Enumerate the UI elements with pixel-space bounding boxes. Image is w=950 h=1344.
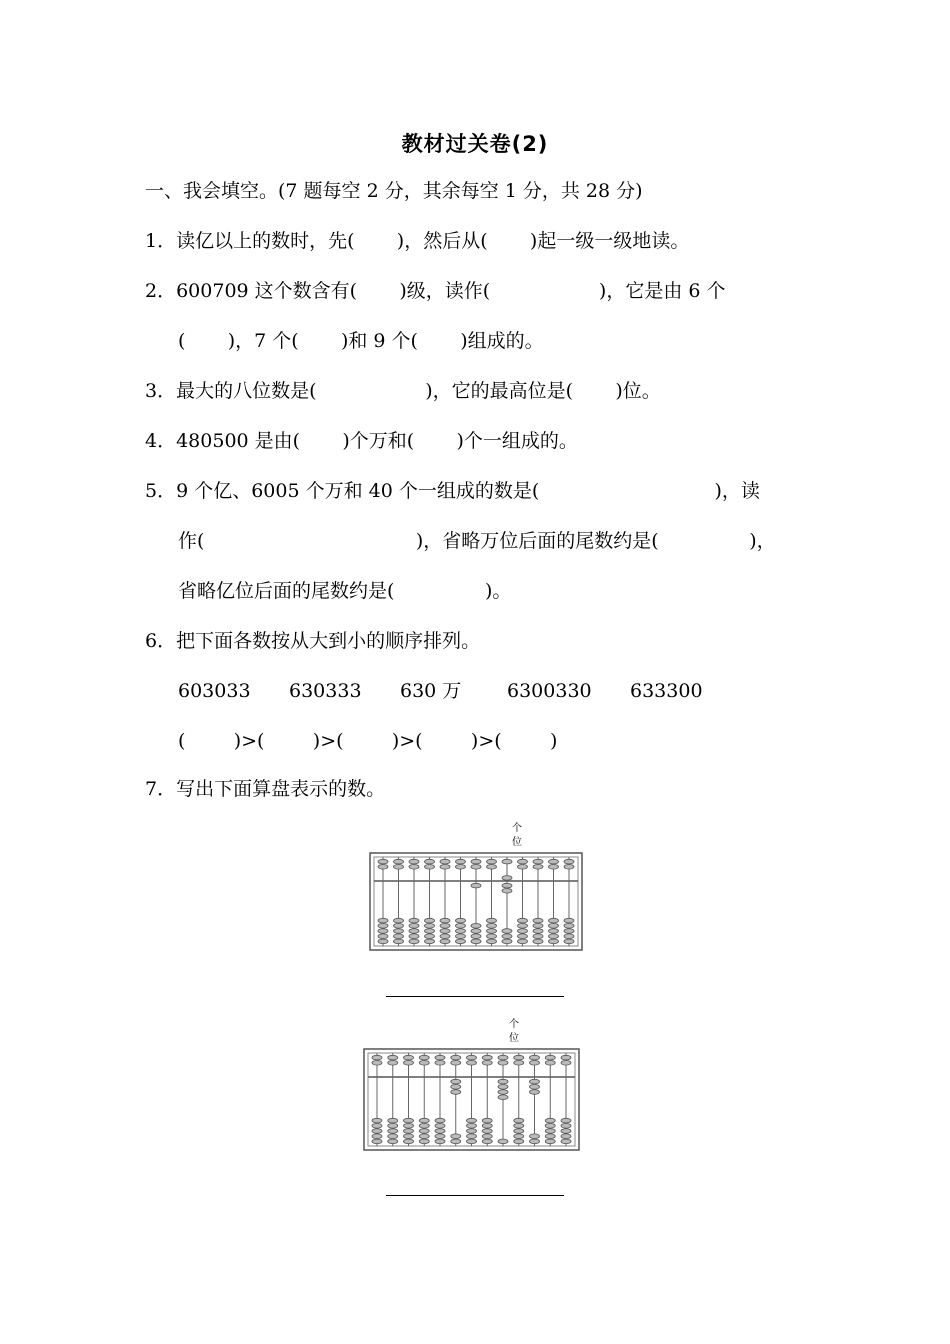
abacus-bead — [564, 929, 574, 934]
abacus-bead — [530, 1090, 540, 1095]
abacus-bead — [533, 929, 543, 934]
answer-line-1[interactable] — [386, 996, 564, 997]
abacus-bead — [564, 939, 574, 944]
abacus-bead — [545, 1055, 555, 1060]
abacus-bead — [404, 1118, 414, 1123]
abacus-bead — [518, 929, 528, 934]
answer-blank[interactable] — [490, 280, 599, 302]
abacus-bead — [409, 924, 419, 929]
abacus-bead — [514, 1139, 524, 1144]
abacus-bead — [518, 918, 528, 923]
question-text: )，它是由 6 个 — [598, 280, 726, 302]
abacus-bead — [425, 924, 435, 929]
abacus-bead — [451, 1139, 461, 1144]
abacus-bead — [502, 934, 512, 939]
question-number: 5． — [145, 480, 177, 502]
abacus-bead — [549, 934, 559, 939]
abacus-bead — [394, 939, 404, 944]
abacus-bead — [404, 1124, 414, 1129]
abacus-bead — [530, 1085, 540, 1090]
abacus-bead — [487, 924, 497, 929]
abacus-bead — [372, 1061, 382, 1066]
answer-line-2[interactable] — [386, 1195, 564, 1196]
abacus-bead — [372, 1134, 382, 1139]
abacus-bead — [467, 1139, 477, 1144]
question-text: 600709 这个数含有( — [176, 280, 358, 302]
question-7 — [145, 776, 385, 802]
abacus-bead — [425, 865, 435, 870]
question-text: )。 — [485, 580, 512, 602]
abacus-bead — [487, 929, 497, 934]
abacus-bead — [378, 918, 388, 923]
question-2-continued — [178, 328, 544, 354]
question-text: 作( — [178, 530, 205, 552]
abacus-bead — [378, 934, 388, 939]
abacus-bead — [435, 1129, 445, 1134]
question-text: )组成的。 — [460, 330, 544, 352]
abacus-bead — [564, 859, 574, 864]
abacus-bead — [394, 865, 404, 870]
question-text: )个一组成的。 — [456, 430, 578, 452]
abacus-bead — [378, 929, 388, 934]
abacus-bead — [471, 934, 481, 939]
abacus-bead — [404, 1139, 414, 1144]
question-text: 把下面各数按从大到小的顺序排列。 — [176, 630, 481, 652]
abacus-bead — [451, 1061, 461, 1066]
units-label-bottom: 位 — [512, 837, 522, 848]
question-number: 2． — [145, 280, 177, 302]
abacus-bead — [425, 859, 435, 864]
abacus-bead — [564, 918, 574, 923]
abacus-bead — [435, 1124, 445, 1129]
abacus-bead — [409, 918, 419, 923]
answer-blank[interactable] — [317, 380, 426, 402]
abacus-bead — [451, 1090, 461, 1095]
question-number: 6． — [145, 630, 177, 652]
number-item: 630333 — [289, 680, 362, 702]
abacus-bead — [498, 1095, 508, 1100]
abacus-bead — [487, 934, 497, 939]
abacus-bead — [388, 1124, 398, 1129]
abacus-bead — [561, 1118, 571, 1123]
abacus-bead — [498, 1139, 508, 1144]
abacus-bead — [440, 939, 450, 944]
abacus-bead — [502, 939, 512, 944]
abacus-bead — [549, 924, 559, 929]
abacus-bead — [530, 1139, 540, 1144]
abacus-1 — [369, 852, 583, 951]
abacus-bead — [425, 934, 435, 939]
abacus-bead — [533, 918, 543, 923]
abacus-bead — [388, 1061, 398, 1066]
abacus-bead — [425, 939, 435, 944]
abacus-bead — [564, 924, 574, 929]
abacus-bead — [440, 934, 450, 939]
abacus-bead — [372, 1055, 382, 1060]
question-text: 省略亿位后面的尾数约是( — [178, 580, 395, 602]
question-text: )个万和( — [342, 430, 415, 452]
abacus-bead — [435, 1061, 445, 1066]
answer-blank[interactable] — [299, 330, 341, 352]
abacus-bead — [419, 1129, 429, 1134]
abacus-bead — [435, 1118, 445, 1123]
abacus-2 — [363, 1048, 580, 1151]
number-item: 603033 — [178, 680, 251, 702]
abacus-bead — [435, 1139, 445, 1144]
question-number: 1． — [145, 230, 177, 252]
abacus-bead — [514, 1134, 524, 1139]
question-text: )， — [749, 530, 776, 552]
abacus-bead — [545, 1129, 555, 1134]
abacus-bead — [487, 939, 497, 944]
abacus-bead — [561, 1134, 571, 1139]
question-text: 9 个亿、6005 个万和 40 个一组成的数是( — [176, 480, 540, 502]
question-number: 7． — [145, 778, 177, 800]
abacus-bead — [545, 1139, 555, 1144]
abacus-bead — [456, 859, 466, 864]
abacus-bead — [549, 859, 559, 864]
question-text: )，7 个( — [227, 330, 299, 352]
abacus-bead — [456, 865, 466, 870]
question-number: 3． — [145, 380, 177, 402]
abacus-bead — [533, 859, 543, 864]
units-label-bottom: 位 — [509, 1033, 519, 1044]
abacus-bead — [514, 1129, 524, 1134]
abacus-bead — [502, 883, 512, 888]
abacus-bead — [388, 1134, 398, 1139]
question-6 — [145, 628, 480, 654]
abacus-bead — [533, 865, 543, 870]
question-text: )，读 — [714, 480, 760, 502]
answer-blank[interactable] — [300, 430, 342, 452]
abacus-bead — [388, 1129, 398, 1134]
abacus-bead — [514, 1124, 524, 1129]
abacus-bead — [440, 859, 450, 864]
abacus-bead — [388, 1118, 398, 1123]
abacus-bead — [419, 1139, 429, 1144]
abacus-bead — [545, 1118, 555, 1123]
abacus-bead — [471, 859, 481, 864]
abacus-bead — [518, 865, 528, 870]
question-5-continued-2 — [178, 578, 511, 604]
abacus-bead — [482, 1129, 492, 1134]
abacus-bead — [372, 1129, 382, 1134]
question-3 — [145, 378, 661, 404]
abacus-bead — [404, 1061, 414, 1066]
abacus-bead — [514, 1055, 524, 1060]
abacus-bead — [378, 939, 388, 944]
abacus-bead — [482, 1139, 492, 1144]
abacus-bead — [471, 929, 481, 934]
question-text: )，省略万位后面的尾数约是( — [415, 530, 659, 552]
abacus-bead — [467, 1124, 477, 1129]
abacus-bead — [456, 929, 466, 934]
abacus-bead — [378, 865, 388, 870]
abacus-bead — [561, 1061, 571, 1066]
abacus-bead — [471, 865, 481, 870]
answer-blank[interactable] — [185, 330, 227, 352]
answer-blank[interactable] — [357, 280, 399, 302]
abacus-bead — [456, 924, 466, 929]
abacus-bead — [549, 939, 559, 944]
ordering-blanks[interactable]: ( )>( )>( )>( )>( ) — [178, 730, 558, 752]
question-text: ( — [178, 330, 186, 352]
abacus-bead — [561, 1129, 571, 1134]
answer-blank[interactable] — [204, 530, 415, 552]
abacus-bead — [514, 1061, 524, 1066]
question-2 — [145, 278, 726, 304]
abacus-bead — [482, 1124, 492, 1129]
abacus-bead — [378, 924, 388, 929]
abacus-bead — [502, 859, 512, 864]
abacus-bead — [467, 1118, 477, 1123]
question-text: 读亿以上的数时，先( — [176, 230, 355, 252]
units-label-top: 个 — [512, 823, 522, 834]
question-text: )，然后从( — [396, 230, 488, 252]
abacus-bead — [378, 859, 388, 864]
abacus-bead — [471, 924, 481, 929]
abacus-bead — [435, 1134, 445, 1139]
abacus-bead — [518, 934, 528, 939]
question-text: )起一级一级地读。 — [529, 230, 690, 252]
answer-blank[interactable] — [659, 530, 750, 552]
answer-blank[interactable] — [394, 580, 485, 602]
abacus-bead — [545, 1061, 555, 1066]
abacus-bead — [394, 859, 404, 864]
abacus-bead — [487, 918, 497, 923]
abacus-bead — [409, 859, 419, 864]
abacus-bead — [467, 1061, 477, 1066]
abacus-bead — [467, 1134, 477, 1139]
units-label-top: 个 — [509, 1019, 519, 1030]
abacus-bead — [419, 1061, 429, 1066]
number-item: 630 万 — [400, 680, 462, 702]
abacus-bead — [435, 1055, 445, 1060]
abacus-bead — [456, 939, 466, 944]
answer-blank[interactable] — [573, 380, 615, 402]
abacus-bead — [471, 939, 481, 944]
abacus-bead — [549, 865, 559, 870]
abacus-bead — [409, 939, 419, 944]
abacus-bead — [498, 1085, 508, 1090]
abacus-bead — [498, 1079, 508, 1084]
abacus-bead — [404, 1134, 414, 1139]
abacus-bead — [530, 1061, 540, 1066]
abacus-bead — [564, 934, 574, 939]
abacus-bead — [545, 1124, 555, 1129]
abacus-bead — [409, 865, 419, 870]
abacus-bead — [533, 934, 543, 939]
abacus-bead — [514, 1118, 524, 1123]
question-5 — [145, 478, 760, 504]
abacus-bead — [518, 939, 528, 944]
answer-blank[interactable] — [418, 330, 460, 352]
abacus-bead — [394, 924, 404, 929]
abacus-bead — [425, 918, 435, 923]
question-5-continued — [178, 528, 776, 554]
abacus-bead — [561, 1139, 571, 1144]
abacus-bead — [482, 1118, 492, 1123]
abacus-bead — [440, 865, 450, 870]
abacus-bead — [372, 1124, 382, 1129]
question-text: )，它的最高位是( — [425, 380, 574, 402]
abacus-bead — [561, 1124, 571, 1129]
abacus-bead — [530, 1134, 540, 1139]
abacus-bead — [498, 1061, 508, 1066]
abacus-bead — [471, 883, 481, 888]
abacus-bead — [372, 1139, 382, 1144]
abacus-bead — [451, 1055, 461, 1060]
abacus-bead — [545, 1134, 555, 1139]
number-item: 633300 — [630, 680, 703, 702]
page-title: 教材过关卷(2) — [401, 132, 549, 156]
question-text: )位。 — [615, 380, 661, 402]
abacus-bead — [425, 929, 435, 934]
abacus-bead — [498, 1090, 508, 1095]
abacus-bead — [404, 1055, 414, 1060]
abacus-bead — [409, 934, 419, 939]
abacus-bead — [530, 1055, 540, 1060]
abacus-bead — [394, 929, 404, 934]
abacus-bead — [404, 1129, 414, 1134]
abacus-bead — [498, 1055, 508, 1060]
abacus-bead — [456, 918, 466, 923]
question-text: )级，读作( — [399, 280, 491, 302]
abacus-bead — [409, 929, 419, 934]
abacus-bead — [456, 934, 466, 939]
abacus-bead — [502, 876, 512, 881]
number-item: 6300330 — [507, 680, 592, 702]
abacus-bead — [419, 1134, 429, 1139]
abacus-bead — [388, 1139, 398, 1144]
abacus-bead — [451, 1079, 461, 1084]
abacus-bead — [482, 1134, 492, 1139]
abacus-bead — [487, 865, 497, 870]
abacus-bead — [451, 1134, 461, 1139]
abacus-bead — [533, 939, 543, 944]
abacus-bead — [518, 859, 528, 864]
abacus-bead — [419, 1118, 429, 1123]
answer-blank[interactable] — [414, 430, 456, 452]
abacus-bead — [549, 918, 559, 923]
abacus-bead — [561, 1055, 571, 1060]
abacus-bead — [419, 1124, 429, 1129]
abacus-bead — [467, 1129, 477, 1134]
abacus-bead — [482, 1061, 492, 1066]
abacus-bead — [530, 1079, 540, 1084]
answer-blank[interactable] — [488, 230, 530, 252]
question-text: 写出下面算盘表示的数。 — [176, 778, 386, 800]
abacus-bead — [502, 929, 512, 934]
section-heading: 一、我会填空。(7 题每空 2 分，其余每空 1 分，共 28 分) — [145, 180, 643, 202]
answer-blank[interactable] — [539, 480, 714, 502]
abacus-bead — [502, 889, 512, 894]
abacus-bead — [440, 918, 450, 923]
answer-blank[interactable] — [355, 230, 397, 252]
question-text: )和 9 个( — [340, 330, 418, 352]
abacus-bead — [394, 918, 404, 923]
question-4 — [145, 428, 578, 454]
question-1 — [145, 228, 689, 254]
abacus-bead — [440, 924, 450, 929]
abacus-bead — [372, 1118, 382, 1123]
abacus-bead — [518, 924, 528, 929]
abacus-bead — [451, 1085, 461, 1090]
abacus-bead — [487, 859, 497, 864]
abacus-bead — [440, 929, 450, 934]
question-number: 4． — [145, 430, 177, 452]
question-text: 最大的八位数是( — [176, 380, 317, 402]
abacus-bead — [394, 934, 404, 939]
abacus-bead — [549, 929, 559, 934]
question-text: 480500 是由( — [176, 430, 301, 452]
abacus-bead — [388, 1055, 398, 1060]
abacus-bead — [533, 924, 543, 929]
abacus-bead — [482, 1055, 492, 1060]
abacus-bead — [467, 1055, 477, 1060]
abacus-bead — [419, 1055, 429, 1060]
abacus-bead — [564, 865, 574, 870]
